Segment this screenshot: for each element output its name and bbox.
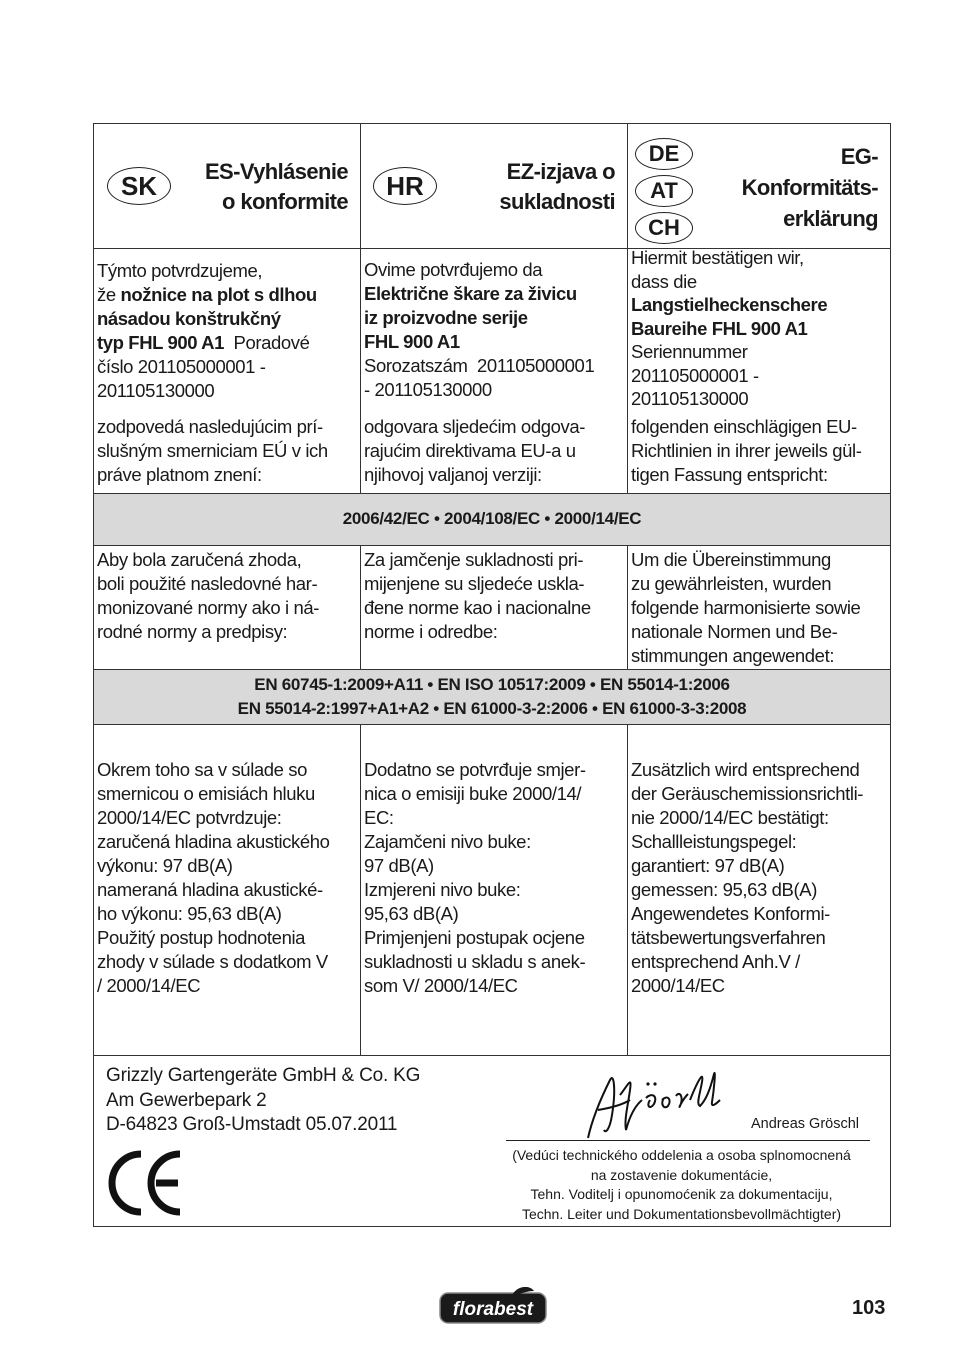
badge-ch: CH (635, 212, 693, 244)
norms-de-line: zu gewährleisten, wurden (631, 573, 832, 594)
intro-de-line: dass die (631, 270, 697, 292)
intro-hr-product: Električne škare za živicu (364, 283, 577, 304)
standards-line2: EN 55014-2:1997+A1+A2 • EN 61000-3-2:2006 • EN 61000-3-3:2008 (237, 699, 747, 718)
noise-hr-line: nica o emisiji buke 2000/14/ (364, 783, 582, 804)
intro-de-line: Richtlinien in ihrer jeweils gül- (631, 440, 862, 461)
intro-hr-line (364, 306, 624, 330)
signature-line (506, 1140, 870, 1141)
badge-sk: SK (107, 167, 171, 205)
norms-intro-hr (360, 546, 627, 669)
noise-hr-line: Dodatno se potvrđuje smjer- (364, 759, 586, 780)
caption-line: na zostavenie dokumentácie, (590, 1166, 773, 1183)
intro-sk-line: slušným smerniciam EÚ v ich (97, 440, 328, 461)
noise-row (94, 724, 890, 1055)
intro-hr-line: Ovime potvrđujemo da (364, 259, 543, 280)
company-street: Am Gewerbepark 2 (106, 1089, 267, 1111)
declaration-table (93, 123, 891, 1227)
header-de (627, 124, 890, 248)
header-hr (360, 124, 627, 248)
standards-line1: EN 60745-1:2009+A11 • EN ISO 10517:2009 • EN 55014-1:2006 (254, 675, 730, 694)
noise-de-line: Zusätzlich wird entsprechend (631, 759, 860, 780)
standards-row (94, 669, 890, 724)
header-de-title (742, 141, 878, 234)
intro-sk-line: zodpovedá nasledujúcim prí- (97, 416, 323, 437)
intro-de-line: Seriennummer (631, 341, 748, 362)
florabest-logo (438, 1287, 550, 1327)
noise-sk-line: výkonu: 97 dB(A) (97, 855, 233, 876)
norms-hr-line: Za jamčenje sukladnosti pri- (364, 549, 584, 570)
intro-hr-line: njihovoj valjanoj verziji: (364, 464, 542, 485)
noise-de-line: Angewendetes Konformi- (631, 903, 830, 924)
noise-hr-line: Primjenjeni postupak ocjene (364, 927, 585, 948)
norms-intro-sk (94, 546, 360, 669)
intro-hr-line: - 201105130000 (364, 379, 492, 400)
intro-sk-line (97, 307, 357, 331)
intro-hr-line: rajućim direktivama EU-a u (364, 440, 576, 461)
directives-text: 2006/42/EC • 2004/108/EC • 2000/14/EC (342, 509, 642, 528)
intro-de-line (631, 317, 887, 341)
directives-row (94, 493, 890, 545)
norms-de-line: Um die Übereinstimmung (631, 549, 831, 570)
intro-de-line: Hiermit bestätigen wir, (631, 247, 804, 268)
intro-hr-product: iz proizvodne serije (364, 307, 528, 328)
intro-de-product: Langstielheckenschere (631, 294, 828, 315)
noise-hr-line: 97 dB(A) (364, 855, 434, 876)
intro-sk-line: číslo 201105000001 - (97, 356, 266, 377)
noise-de-line: tätsbewertungsverfahren (631, 927, 826, 948)
company-name: Grizzly Gartengeräte GmbH & Co. KG (106, 1065, 421, 1086)
intro-sk-line (97, 331, 357, 355)
noise-sk-line: nameraná hladina akustické- (97, 879, 323, 900)
noise-sk-line: Okrem toho sa v súlade so (97, 759, 308, 780)
intro-de-line: 201105130000 (631, 388, 749, 409)
intro-row (94, 248, 890, 493)
noise-sk-line: 2000/14/EC potvrdzuje: (97, 807, 282, 828)
intro-sk-line: 201105130000 (97, 380, 215, 401)
noise-hr-line: EC: (364, 807, 394, 828)
footer-row (94, 1055, 890, 1226)
header-de-title-line3: erklärung (783, 206, 878, 231)
norms-sk-line: rodné normy a predpisy: (97, 621, 288, 642)
noise-hr (360, 725, 627, 1055)
intro-sk-model: typ FHL 900 A1 (97, 332, 225, 353)
intro-hr-line (364, 282, 624, 306)
intro-de-line: 201105000001 - (631, 364, 759, 386)
header-sk-title-line1: ES-Vyhlásenie (204, 159, 348, 184)
noise-de-line: der Geräuschemissionsrichtli- (631, 783, 864, 804)
intro-sk-product: nožnice na plot s dlhou (120, 284, 317, 305)
norms-hr-line: norme i odredbe: (364, 621, 498, 642)
intro-sk-text: že (97, 284, 121, 305)
header-de-title-line1: EG- (840, 144, 878, 169)
page-number: 103 (852, 1297, 886, 1319)
noise-sk-line: zhody v súlade s dodatkom V (97, 951, 328, 972)
norms-sk-line: boli použité nasledovné har- (97, 573, 318, 594)
noise-sk-line: Použitý postup hodnotenia (97, 927, 306, 948)
noise-sk-line: / 2000/14/EC (97, 975, 201, 996)
norms-hr-line: mijenjene su sljedeće uskla- (364, 573, 585, 594)
header-sk (94, 124, 360, 248)
noise-hr-line: Zajamčeni nivo buke: (364, 831, 531, 852)
caption-line: (Vedúci technického oddelenia a osoba splnomocnená (512, 1147, 851, 1163)
intro-hr-model: FHL 900 A1 (364, 331, 460, 352)
intro-hr-line: odgovara sljedećim odgova- (364, 416, 585, 437)
norms-intro-row (94, 545, 890, 669)
intro-de-model: Baureihe FHL 900 A1 (631, 317, 808, 339)
badge-de: DE (635, 138, 693, 170)
signer-name: Andreas Gröschl (751, 1116, 859, 1132)
norms-sk-line: monizované normy ako i ná- (97, 597, 319, 618)
intro-de-line: tigen Fassung entspricht: (631, 464, 828, 485)
noise-de-line: garantiert: 97 dB(A) (631, 855, 785, 876)
noise-de (627, 725, 890, 1055)
signature-image (580, 1060, 730, 1150)
header-row (94, 124, 890, 248)
badge-hr: HR (373, 167, 437, 205)
header-sk-title-line2: o konformite (221, 189, 348, 214)
caption-line: Techn. Leiter und Dokumentationsbevollmächtigter) (521, 1205, 842, 1222)
header-hr-title-line2: sukladnosti (499, 189, 615, 214)
noise-hr-line: Izmjereni nivo buke: (364, 879, 521, 900)
intro-sk (94, 249, 360, 493)
intro-sk-product: násadou konštrukčný (97, 308, 281, 329)
noise-sk (94, 725, 360, 1055)
noise-de-line: nie 2000/14/EC bestätigt: (631, 807, 829, 828)
noise-hr-line: som V/ 2000/14/EC (364, 975, 518, 996)
intro-hr-line: Sorozatszám 201105000001 (364, 355, 595, 376)
noise-sk-line: smernicou o emisiách hluku (97, 783, 315, 804)
intro-hr (360, 249, 627, 493)
noise-de-line: entsprechend Anh.V / (631, 951, 800, 972)
noise-de-line: Schallleistungspegel: (631, 831, 797, 852)
header-sk-title (205, 157, 348, 217)
intro-sk-line (97, 283, 357, 307)
company-address (106, 1064, 420, 1138)
norms-sk-line: Aby bola zaručená zhoda, (97, 549, 302, 570)
intro-sk-line: Týmto potvrdzujeme, (97, 260, 263, 281)
noise-sk-line: zaručená hladina akustického (97, 831, 330, 852)
norms-intro-de (627, 546, 890, 669)
badge-at: AT (635, 175, 693, 207)
intro-sk-text: Poradové (224, 332, 310, 353)
noise-de-line: 2000/14/EC (631, 975, 725, 996)
ce-mark-icon (108, 1148, 184, 1218)
noise-de-line: gemessen: 95,63 dB(A) (631, 879, 817, 900)
caption-line: Tehn. Voditelj i opunomoćenik za dokumentaciju, (530, 1186, 833, 1202)
noise-sk-line: ho výkonu: 95,63 dB(A) (97, 903, 282, 924)
intro-hr-line (364, 330, 624, 354)
intro-sk-line: práve platnom znení: (97, 464, 262, 485)
header-de-title-line2: Konformitäts- (741, 175, 878, 200)
header-hr-title-line1: EZ-izjava o (506, 159, 615, 184)
header-hr-title (499, 157, 615, 217)
signer-role-caption (484, 1146, 879, 1224)
norms-hr-line: đene norme kao i nacionalne (364, 597, 591, 618)
intro-de-line: folgenden einschlägigen EU- (631, 416, 857, 437)
norms-de-line: folgende harmonisierte sowie (631, 597, 861, 618)
noise-hr-line: sukladnosti u skladu s anek- (364, 951, 586, 972)
norms-de-line: nationale Normen und Be- (631, 621, 838, 642)
intro-de (627, 249, 890, 493)
norms-de-line: stimmungen angewendet: (631, 645, 835, 666)
intro-de-line (631, 293, 887, 317)
place-and-date: D-64823 Groß-Umstadt 05.07.2011 (106, 1114, 398, 1135)
noise-hr-line: 95,63 dB(A) (364, 903, 459, 924)
brand-text: florabest (452, 1299, 534, 1320)
